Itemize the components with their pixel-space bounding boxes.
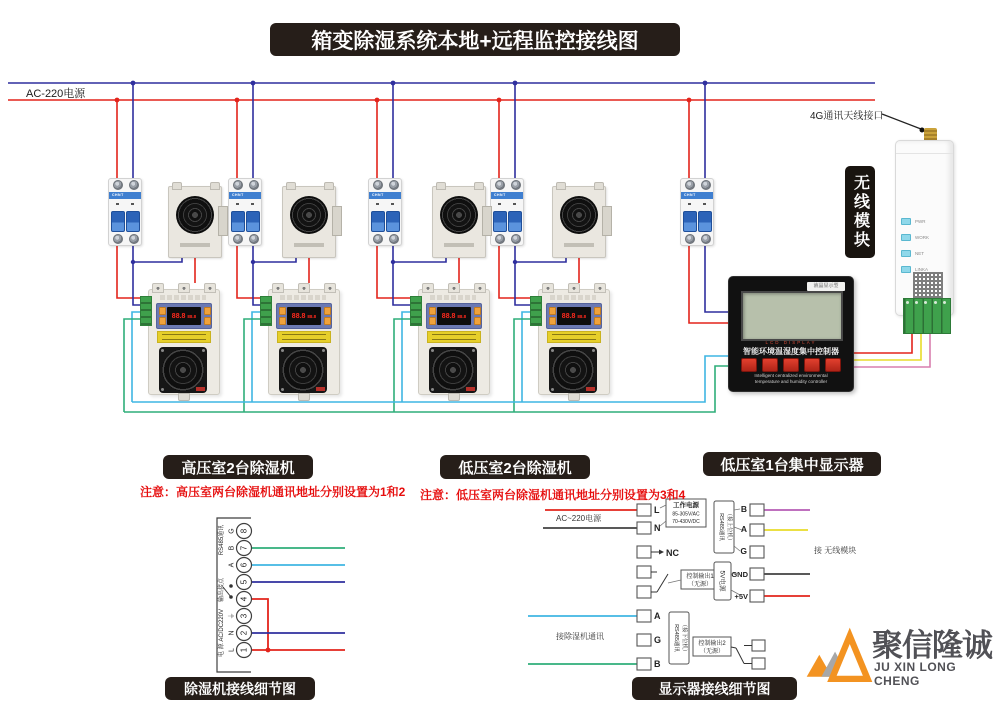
output-group-label: 输出接点: [219, 577, 225, 603]
breaker-brand-band: [491, 192, 523, 199]
display-terminals-right: [750, 504, 765, 669]
power-bus: [8, 83, 875, 100]
fan-unit-label-bar: [444, 243, 474, 247]
breaker-marking: [131, 203, 134, 205]
out1-line2: （无源）: [687, 582, 713, 588]
panel-button: [324, 317, 331, 325]
controller-name-en-line2: temperature and humidity controller: [754, 379, 828, 384]
reading-right: 88.8: [307, 313, 317, 319]
breaker-screw-icon: [495, 180, 505, 190]
temperature-display-panel: [546, 303, 602, 329]
out2-line2: （无源）: [699, 649, 725, 655]
controller-name-en: [729, 373, 853, 385]
led-label: WORK: [915, 235, 929, 240]
breaker-screw-icon: [129, 180, 139, 190]
controller-button: [804, 358, 820, 372]
section-label-display: 低压室1台集中显示器: [703, 452, 881, 476]
breaker-marking: [376, 203, 379, 205]
fan-blades-icon: [162, 349, 204, 391]
controller-name-cn: 智能环境温湿度集中控制器: [743, 347, 839, 356]
mount-tab: [436, 182, 446, 190]
terminal-number: 1: [239, 647, 249, 653]
breaker-screw-icon: [685, 234, 695, 244]
din-rail-clip: [218, 206, 228, 236]
breaker-screw-icon: [249, 234, 259, 244]
breaker-screw-icon: [495, 234, 505, 244]
embossed-title-bar: [430, 295, 476, 300]
breaker-marking: [498, 203, 501, 205]
dehumidifier-face: [148, 289, 218, 393]
breaker-brand-band: [369, 192, 401, 199]
link-led-icon: [901, 266, 911, 273]
reading-right: 88.8: [577, 313, 587, 319]
breaker-toggle: [126, 211, 140, 232]
breaker-toggle: [493, 211, 507, 232]
panel-button: [549, 317, 556, 325]
controller-buttons: [741, 358, 841, 372]
reading-left: 88.8: [561, 312, 576, 320]
term-n-label: N: [654, 523, 661, 533]
breaker-screw-icon: [129, 234, 139, 244]
controller-lcd-screen: [741, 291, 843, 341]
breaker-marking: [688, 203, 691, 205]
wireless-module-label: 无线模块: [845, 166, 875, 258]
fan-red-mark: [466, 387, 475, 391]
company-name-en: JU XIN LONG CHENG: [874, 660, 957, 688]
breaker-screw-icon: [233, 180, 243, 190]
company-logo-icon: [807, 636, 868, 679]
wireless-link-label: 接 无线模块: [814, 546, 857, 555]
breaker-brand: CHNT: [494, 193, 506, 197]
fan-housing: [549, 347, 597, 393]
breaker-marking: [236, 203, 239, 205]
dehumidifier-unit: [268, 283, 338, 399]
fan-grille-icon: [560, 196, 598, 234]
breaker-toggle: [246, 211, 260, 232]
breaker-brand: CHNT: [372, 193, 384, 197]
panel-screen: [167, 307, 201, 325]
out2-line1: 控制输出2: [698, 641, 726, 647]
panel-button: [474, 307, 481, 315]
panel-button: [549, 307, 556, 315]
reading-right: 88.8: [187, 313, 197, 319]
mount-tab-bottom: [178, 393, 190, 401]
din-rail-clip: [602, 206, 612, 236]
power-group-label: 电 源 AC/DC220V: [219, 608, 225, 658]
breaker-screw-icon: [685, 180, 695, 190]
rs485-up-line2: （接上位机）: [726, 510, 732, 544]
warning-strip: [547, 331, 601, 343]
control-output1: [651, 570, 719, 592]
ac-power-label: AC-220电源: [26, 88, 86, 100]
fan-heater-unit: [432, 186, 486, 258]
breaker-screw-icon: [113, 234, 123, 244]
fan-unit-label-bar: [294, 243, 324, 247]
mount-tab: [324, 182, 334, 190]
pin-letter: N: [228, 630, 236, 636]
panel-button: [204, 317, 211, 325]
rs485-uplink-bracket: [714, 501, 742, 553]
circuit-breaker: [368, 178, 402, 246]
breaker-marking: [391, 203, 394, 205]
controller-name-en-line1: Intelligent centralized environmental: [754, 373, 828, 378]
reading-left: 88.8: [291, 312, 306, 320]
r-term-a-label: A: [740, 524, 747, 534]
fan-red-mark: [586, 387, 595, 391]
term-nc-label: NC: [666, 548, 679, 558]
embossed-title-bar: [280, 295, 326, 300]
breaker-screw-icon: [233, 234, 243, 244]
pin-letter: G: [228, 528, 236, 534]
mount-tab: [286, 182, 296, 190]
panel-button: [594, 307, 601, 315]
display-wiring-detail: [528, 499, 856, 670]
fan-housing: [159, 347, 207, 393]
fan-red-mark: [316, 387, 325, 391]
dehumidifier-face: [418, 289, 488, 393]
dehumidifier-terminal-detail: [217, 518, 345, 672]
breaker-toggle: [231, 211, 245, 232]
breaker-screw-icon: [373, 234, 383, 244]
breaker-screw-icon: [373, 180, 383, 190]
circuit-breaker: [108, 178, 142, 246]
breaker-screw-icon: [701, 234, 711, 244]
breaker-brand: CHNT: [112, 193, 124, 197]
fan-unit-label-bar: [180, 243, 210, 247]
terminal-group-labels: [217, 525, 225, 657]
warning-strip: [427, 331, 481, 343]
r-term-gnd-label: GND: [731, 570, 748, 579]
out1-line1: 控制输出1: [686, 574, 714, 580]
work-power-box: [660, 499, 706, 527]
pin-letter: ⏚: [228, 612, 236, 620]
wireless-4g-module: [893, 126, 955, 332]
green-terminal-block: [140, 296, 152, 326]
terminal-number: 6: [239, 562, 249, 568]
central-controller-display: [728, 276, 854, 392]
fan-grille-icon: [176, 196, 214, 234]
breaker-toggle: [508, 211, 522, 232]
section-label-detail-right: 显示器接线细节图: [632, 677, 797, 700]
mount-tab: [594, 182, 604, 190]
panel-screen: [287, 307, 321, 325]
terminal-number: 8: [239, 528, 249, 534]
terminal-number: 3: [239, 613, 249, 619]
terminal-number: 4: [239, 596, 249, 602]
work-power-line2: 70-430V/DC: [672, 519, 700, 525]
nc-arrow-icon: [659, 550, 664, 555]
fan-blades-icon: [432, 349, 474, 391]
mount-tab: [474, 182, 484, 190]
section-label-hv: 高压室2台除湿机: [163, 455, 313, 479]
led-label: PWR: [915, 219, 926, 224]
circuit-breaker: [490, 178, 524, 246]
breaker-marking: [513, 203, 516, 205]
work-led-icon: [901, 234, 911, 241]
temperature-display-panel: [156, 303, 212, 329]
dehumidifier-face: [538, 289, 608, 393]
breaker-brand-band: [681, 192, 713, 199]
embossed-title-bar: [160, 295, 206, 300]
mount-tab: [172, 182, 182, 190]
fan-heater-unit: [282, 186, 336, 258]
panel-button: [594, 317, 601, 325]
diagram-title: 箱变除湿系统本地+远程监控接线图: [270, 23, 680, 56]
fan-red-mark: [196, 387, 205, 391]
terminal-number: 5: [239, 579, 249, 585]
fan-blades-icon: [282, 349, 324, 391]
lcd-caption: LCD DISPLAY: [765, 340, 817, 345]
antenna-port-label: 4G通讯天线接口: [810, 111, 884, 122]
led-label: NET: [915, 251, 924, 256]
panel-button: [279, 317, 286, 325]
breaker-toggle: [386, 211, 400, 232]
breaker-screw-icon: [389, 234, 399, 244]
breaker-screw-icon: [511, 180, 521, 190]
breaker-screw-icon: [389, 180, 399, 190]
dehumidifier-face: [268, 289, 338, 393]
r-term-g-label: G: [740, 546, 747, 556]
panel-button: [204, 307, 211, 315]
section-label-lv: 低压室2台除湿机: [440, 455, 590, 479]
section-label-detail-left: 除湿机接线细节图: [165, 677, 315, 700]
mount-tab-bottom: [448, 393, 460, 401]
pin-letter: A: [228, 562, 236, 568]
circuit-breaker: [680, 178, 714, 246]
panel-button: [429, 317, 436, 325]
breaker-brand-band: [229, 192, 261, 199]
rs485-downlink-bracket: [669, 612, 689, 664]
qr-code: [913, 272, 943, 298]
dehumidifier-unit: [538, 283, 608, 399]
mount-tab-bottom: [298, 393, 310, 401]
breaker-screw-icon: [701, 180, 711, 190]
terminal-circles: [237, 524, 252, 658]
rs485-down-line2: （接下位机）: [681, 621, 687, 655]
reading-right: 88.8: [457, 313, 467, 319]
temperature-display-panel: [426, 303, 482, 329]
panel-button: [474, 317, 481, 325]
controller-button: [741, 358, 757, 372]
power-5v-label: 5V电源: [718, 570, 726, 592]
dehumidifier-unit: [418, 283, 488, 399]
green-terminal-block: [530, 296, 542, 326]
breaker-brand: CHNT: [232, 193, 244, 197]
term-a-label: A: [654, 611, 661, 621]
company-name-cn: 聚信隆诚: [872, 628, 992, 663]
pin-letter: L: [228, 648, 236, 652]
led-label: LINKA: [915, 267, 929, 272]
fan-grille-icon: [290, 196, 328, 234]
panel-button: [324, 307, 331, 315]
panel-button: [429, 307, 436, 315]
pin-letter: B: [228, 545, 236, 551]
breaker-toggle: [111, 211, 125, 232]
breaker-screw-icon: [511, 234, 521, 244]
warning-strip: [157, 331, 211, 343]
panel-button: [279, 307, 286, 315]
fan-housing: [279, 347, 327, 393]
pwr-led-icon: [901, 218, 911, 225]
display-terminals-left: [637, 504, 651, 670]
fan-blades-icon: [552, 349, 594, 391]
breaker-toggle: [698, 211, 712, 232]
note-hv-address: 注意：高压室两台除湿机通讯地址分别设置为1和2: [140, 485, 406, 499]
mount-tab: [556, 182, 566, 190]
green-terminal-block: [260, 296, 272, 326]
reading-left: 88.8: [441, 312, 456, 320]
breaker-brand-band: [109, 192, 141, 199]
din-rail-clip: [332, 206, 342, 236]
dehumidifier-unit: [148, 283, 218, 399]
panel-screen: [557, 307, 591, 325]
panel-button: [159, 307, 166, 315]
dehumidifier-comm-label: 接除湿机通讯: [556, 632, 604, 641]
work-power-line1: 85-305V/AC: [672, 511, 700, 518]
panel-screen: [437, 307, 471, 325]
controller-button: [762, 358, 778, 372]
circuit-breaker: [228, 178, 262, 246]
lcd-type-badge: 液晶显示型: [807, 282, 845, 291]
net-led-icon: [901, 250, 911, 257]
ac-source-label: AC~220电源: [556, 514, 602, 523]
controller-button: [825, 358, 841, 372]
breaker-toggle: [683, 211, 697, 232]
r-term-5v-label: +5V: [734, 592, 748, 601]
terminal-number: 2: [239, 630, 249, 636]
controller-button: [783, 358, 799, 372]
embossed-title-bar: [550, 295, 596, 300]
breaker-brand: CHNT: [684, 193, 696, 197]
panel-button: [159, 317, 166, 325]
work-power-title: 工作电源: [673, 502, 699, 509]
term-b-label: B: [654, 659, 661, 669]
term-g-label: G: [654, 635, 662, 645]
breaker-marking: [703, 203, 706, 205]
breaker-marking: [116, 203, 119, 205]
control-output2: [693, 637, 752, 664]
warning-strip: [277, 331, 331, 343]
din-rail-clip: [482, 206, 492, 236]
rs485-group-label: RS485通讯: [219, 524, 225, 556]
temperature-display-panel: [276, 303, 332, 329]
reading-left: 88.8: [171, 312, 186, 320]
breaker-screw-icon: [113, 180, 123, 190]
fan-heater-unit: [552, 186, 606, 258]
mount-tab: [210, 182, 220, 190]
mount-tab-bottom: [568, 393, 580, 401]
r-term-b-label: B: [740, 504, 747, 514]
green-terminal-block: [410, 296, 422, 326]
fan-unit-label-bar: [564, 243, 594, 247]
note-lv-address: 注意：低压室两台除湿机通讯地址分别设置为3和4: [420, 488, 686, 502]
fan-grille-icon: [440, 196, 478, 234]
rs485-up-line1: RS485通讯: [718, 513, 724, 541]
breaker-marking: [251, 203, 254, 205]
terminal-number: 7: [239, 545, 249, 551]
terminal-letters: [228, 528, 236, 652]
fan-housing: [429, 347, 477, 393]
breaker-toggle: [371, 211, 385, 232]
term-l-label: L: [654, 505, 660, 515]
rs485-down-line1: RS485通讯: [673, 624, 679, 652]
breaker-screw-icon: [249, 180, 259, 190]
fan-heater-unit: [168, 186, 222, 258]
